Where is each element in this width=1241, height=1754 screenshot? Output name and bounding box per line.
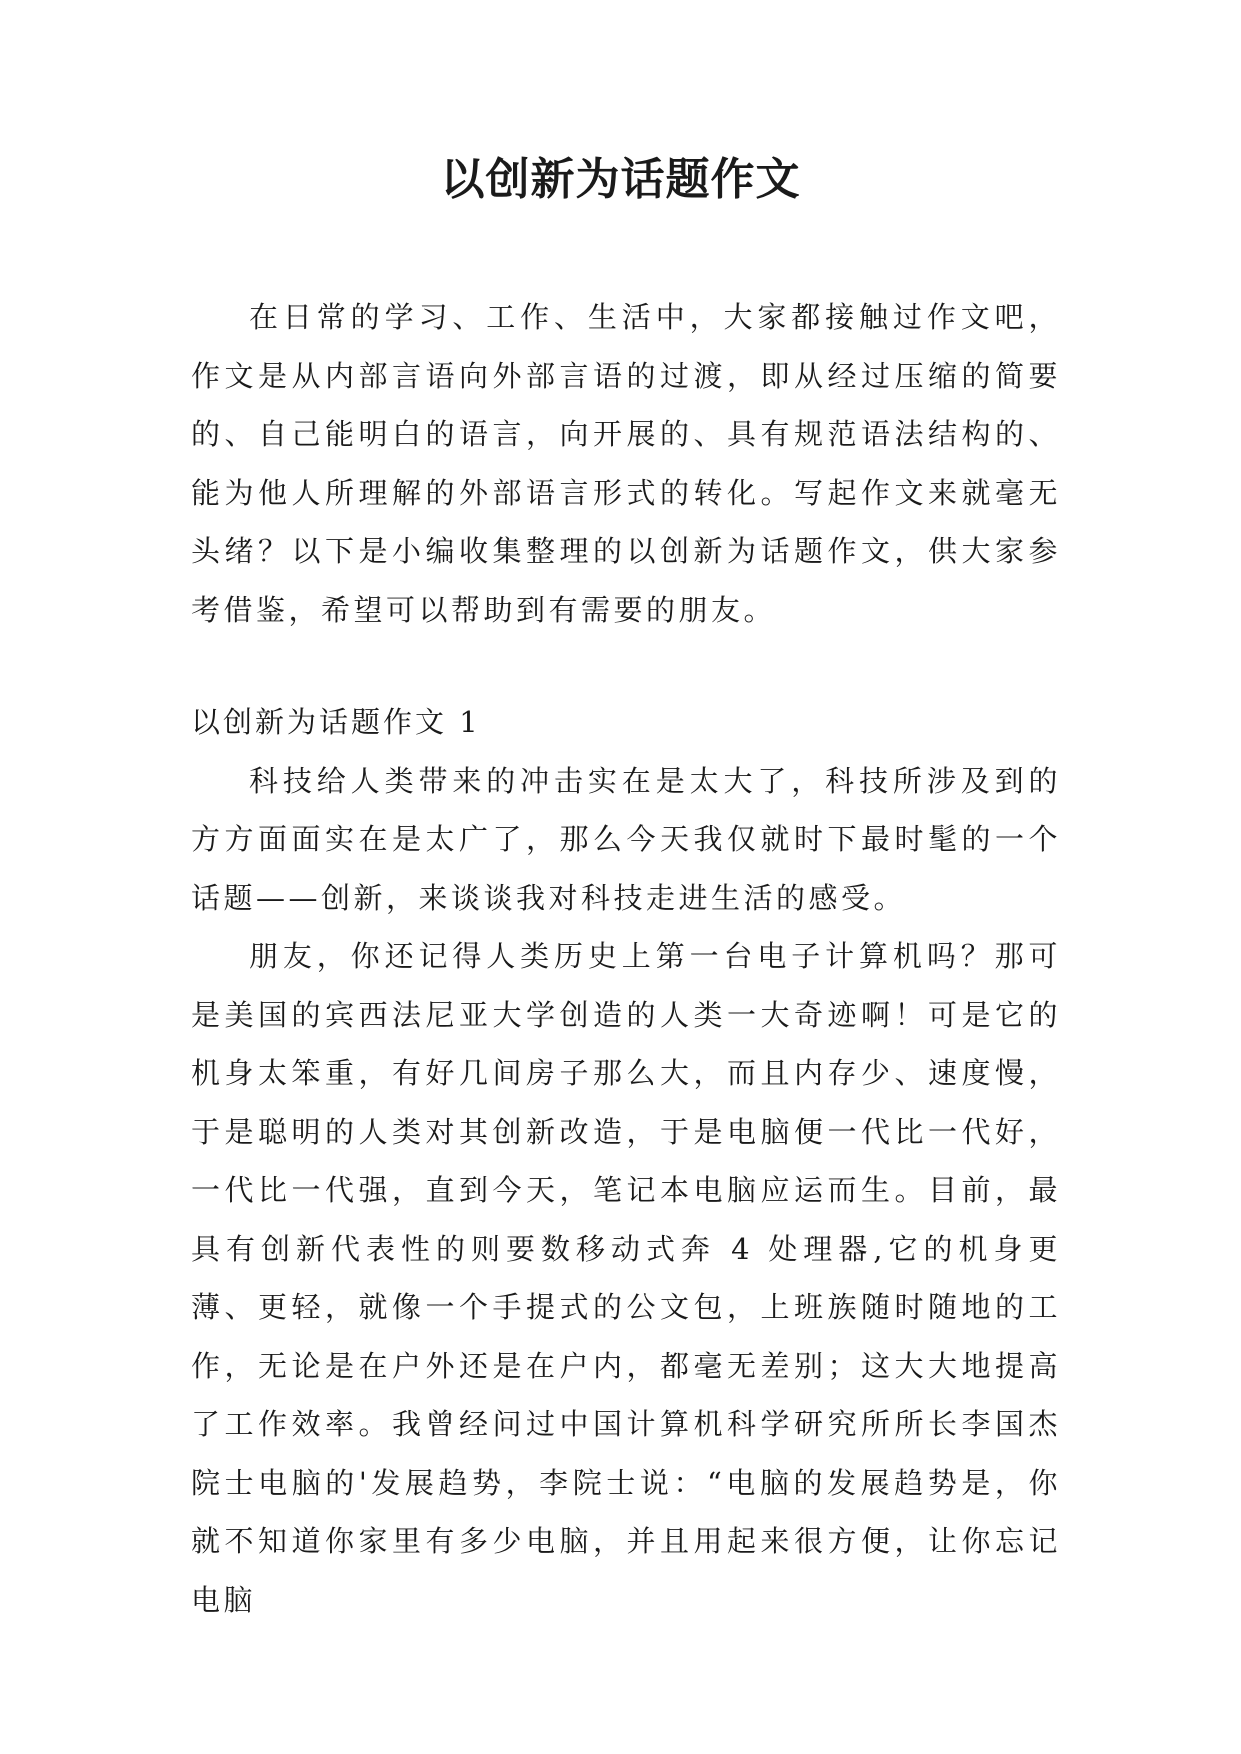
document-title: 以创新为话题作文 (440, 154, 801, 205)
section-paragraph-1: 科技给人类带来的冲击实在是太大了，科技所涉及到的方方面面实在是太广了，那么今天我仅就时下最时髦的一个话题——创新，来谈谈我对科技走进生活的感受。 (191, 763, 1061, 915)
section-heading: 以创新为话题作文 1 (191, 705, 481, 739)
intro-paragraph: 在日常的学习、工作、生活中，大家都接触过作文吧，作文是从内部言语向外部言语的过渡，即从经过压缩的简要的、自己能明白的语言，向开展的、具有规范语法结构的、能为他人所理解的外部语言形式的转化。写起作文来就毫无头绪？以下是小编收集整理的以创新为话题作文，供大家参考借鉴，希望可以帮助到有需要的朋友。 (191, 300, 1061, 627)
essay-section-1 (191, 693, 1061, 1629)
section-paragraph-2: 朋友，你还记得人类历史上第一台电子计算机吗？那可是美国的宾西法尼亚大学创造的人类一大奇迹啊！可是它的机身太笨重，有好几间房子那么大，而且内存少、速度慢，于是聪明的人类对其创新改造，于是电脑便一代比一代好，一代比一代强，直到今天，笔记本电脑应运而生。目前，最具有创新代表性的则要数移动式奔 4 处理器,它的机身更薄、更轻，就像一个手提式的公文包，上班族随时随地的工作，无论是在户外还是在户内，都毫无差别；这大大地提高了工作效率。我曾经问过中国计算机科学研究所所长李国杰院士电脑的'发展趋势，李院士说：“电脑的发展趋势是，你就不知道你家里有多少电脑，并且用起来很方便，让你忘记电脑 (191, 939, 1061, 1617)
intro-block (191, 288, 1061, 639)
